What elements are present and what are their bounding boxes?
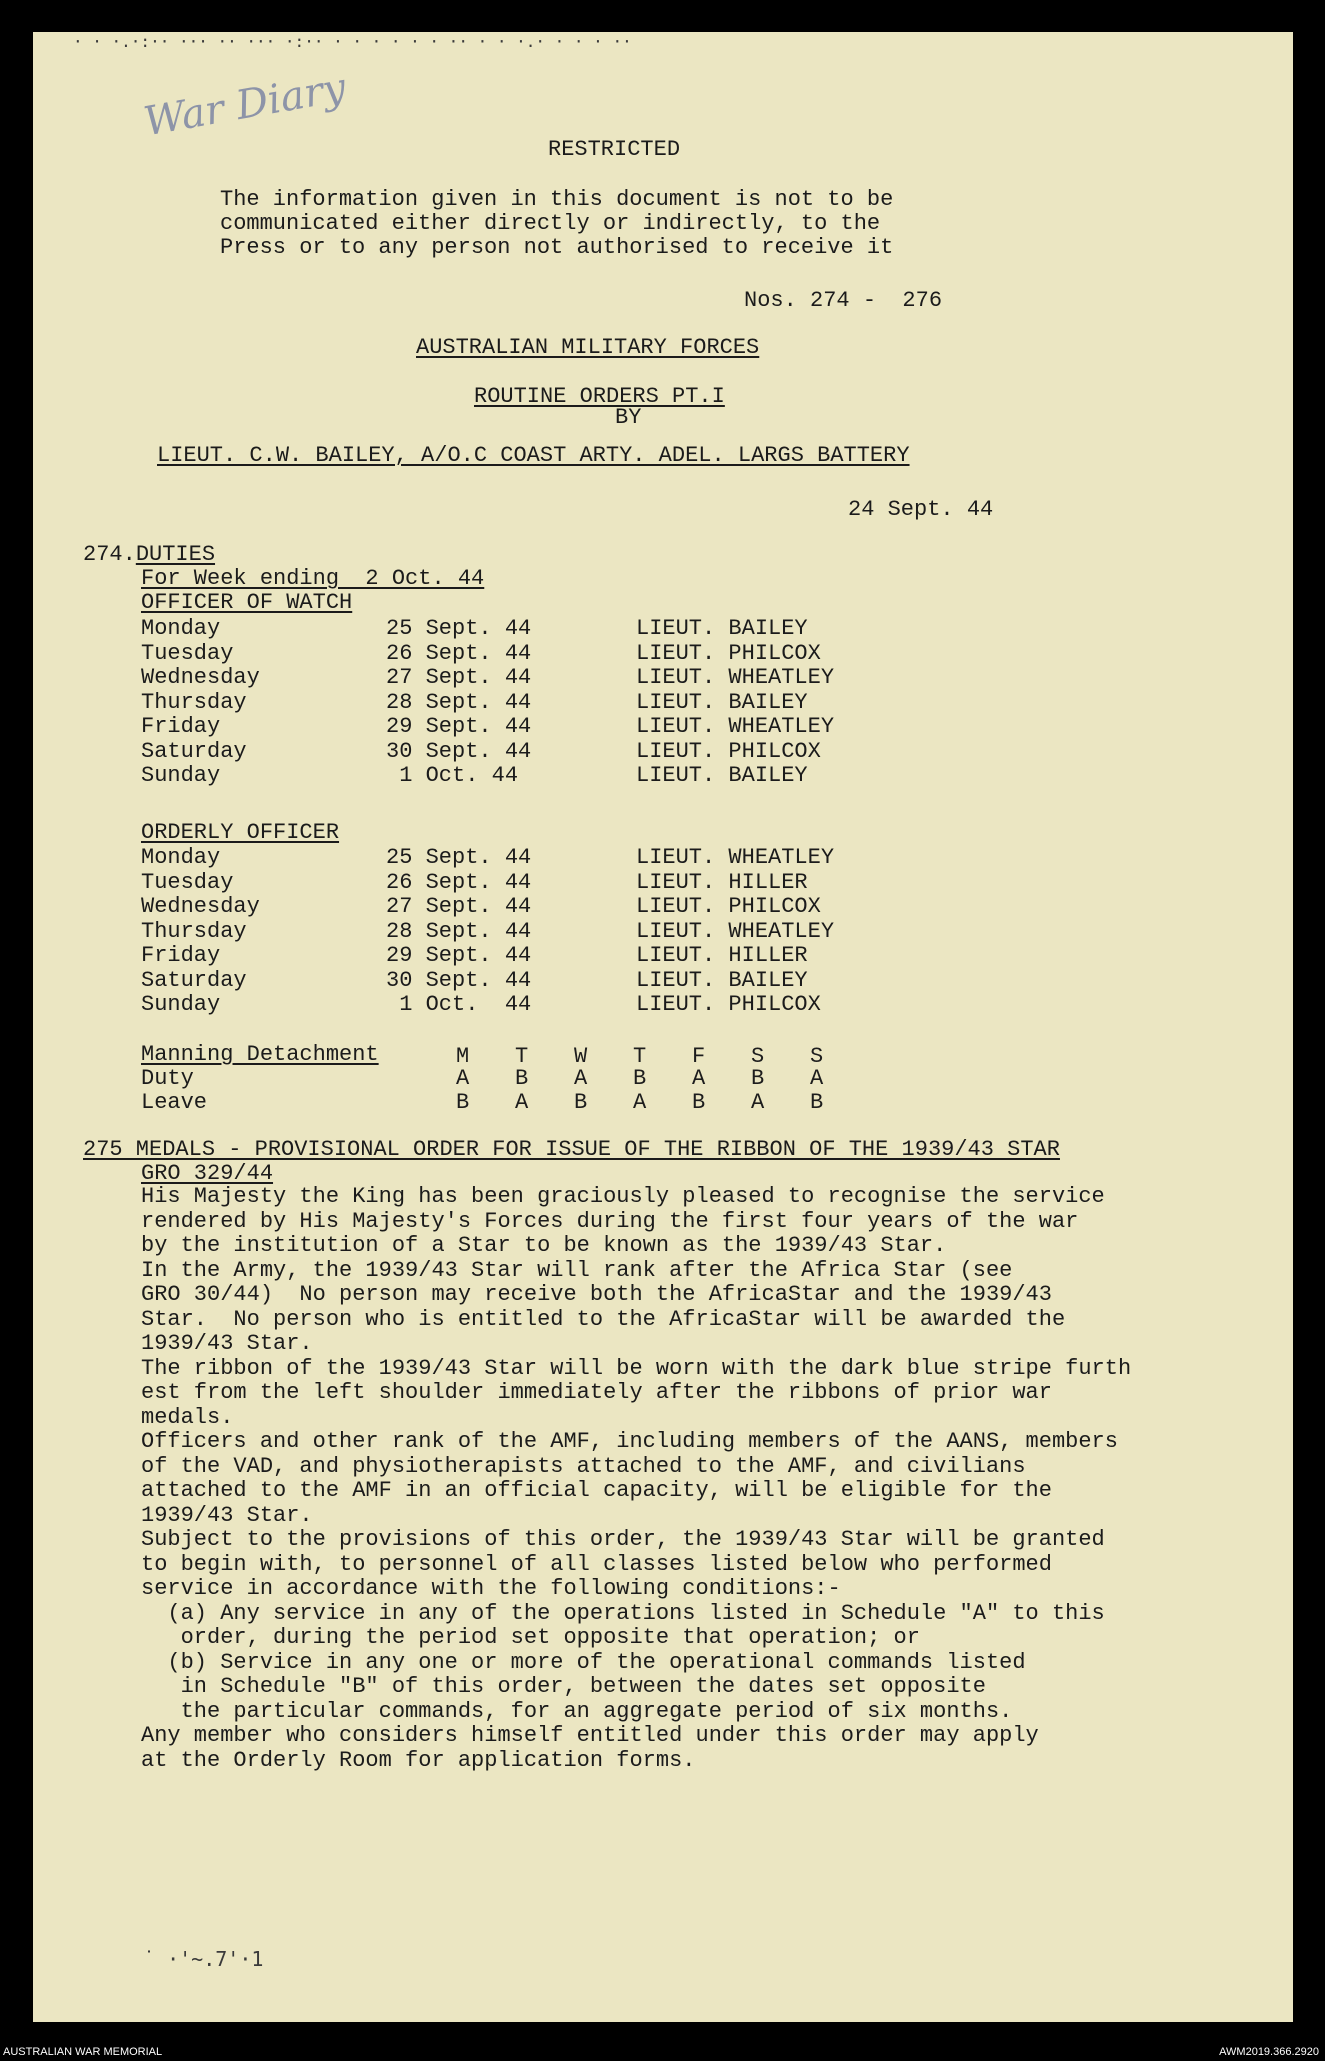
order-numbers: Nos. 274 - 276 (744, 288, 943, 313)
orderly-row-officer: LIEUT. BAILEY (636, 967, 808, 993)
medals-line: the particular commands, for an aggregate period of six months. (141, 1698, 1013, 1724)
medals-line: Officers and other rank of the AMF, including members of the AANS, members (141, 1429, 1118, 1454)
manning-leave-cell: A (751, 1090, 765, 1115)
watch-row-date: 28 Sept. 44 (386, 689, 532, 715)
medals-line: attached to the AMF in an official capacity, will be eligible for the (141, 1478, 1052, 1503)
orderly-row-date: 1 Oct. 44 (386, 992, 532, 1017)
medals-line: order, during the period set opposite that operation; or (141, 1625, 920, 1650)
medals-line: 1939/43 Star. (141, 1502, 313, 1528)
medals-line: to begin with, to personnel of all classes listed below who performed (141, 1551, 1052, 1577)
watch-row-day: Thursday (141, 689, 247, 715)
medals-line: at the Orderly Room for application forms. (141, 1747, 696, 1773)
orderly-row-day: Wednesday (141, 894, 260, 919)
orderly-officer-heading: ORDERLY OFFICER (141, 820, 340, 845)
warning-line-1: The information given in this document is not to be (220, 187, 894, 212)
orderly-row-date: 28 Sept. 44 (386, 918, 532, 944)
medals-line: In the Army, the 1939/43 Star will rank after the Africa Star (see (141, 1257, 1013, 1283)
warning-line-2: communicated either directly or indirectly, to the (220, 211, 881, 236)
orderly-row-day: Friday (141, 943, 221, 968)
manning-day: T (633, 1044, 647, 1069)
manning-duty-cell: A (574, 1066, 588, 1091)
orderly-row-day: Sunday (141, 992, 221, 1017)
medals-line: (b) Service in any one or more of the operational commands listed (141, 1649, 1026, 1675)
medals-line: medals. (141, 1404, 234, 1430)
manning-leave-cell: B (810, 1090, 824, 1115)
medals-line: GRO 30/44) No person may receive both the AfricaStar and the 1939/43 (141, 1282, 1052, 1307)
top-edge-marks: · · ·.·:·· ··· ·· ··· ·:·· · · · · · · ·· · · ·.· · · · ·· (73, 32, 632, 51)
watch-row-date: 29 Sept. 44 (386, 714, 532, 739)
orderly-row-officer: LIEUT. HILLER (636, 869, 808, 895)
manning-detachment-label: Manning Detachment (141, 1042, 379, 1067)
organisation-heading: AUSTRALIAN MILITARY FORCES (416, 335, 760, 360)
orderly-row-day: Saturday (141, 967, 247, 993)
watch-row-date: 25 Sept. 44 (386, 616, 532, 641)
footer-archive-name: AUSTRALIAN WAR MEMORIAL (3, 2046, 163, 2058)
medals-line: in Schedule "B" of this order, between the dates set opposite (141, 1674, 986, 1699)
manning-day: F (692, 1044, 706, 1069)
watch-row-date: 1 Oct. 44 (386, 763, 519, 788)
watch-row-officer: LIEUT. PHILCOX (636, 640, 821, 666)
watch-row-day: Friday (141, 714, 221, 739)
watch-row-day: Sunday (141, 763, 221, 788)
orderly-row-officer: LIEUT. PHILCOX (636, 894, 821, 919)
medals-line: 1939/43 Star. (141, 1331, 313, 1356)
medals-line: by the institution of a Star to be known as the 1939/43 Star. (141, 1233, 947, 1258)
manning-duty-cell: A (692, 1066, 706, 1091)
orderly-row-officer: LIEUT. WHEATLEY (636, 845, 835, 870)
manning-duty-cell: B (515, 1066, 529, 1091)
manning-day: M (456, 1044, 470, 1069)
medals-line: service in accordance with the following conditions:- (141, 1576, 841, 1601)
watch-row-officer: LIEUT. BAILEY (636, 616, 808, 641)
orderly-row-officer: LIEUT. WHEATLEY (636, 918, 835, 944)
issuing-officer: LIEUT. C.W. BAILEY, A/O.C COAST ARTY. ADEL. LARGS BATTERY (157, 443, 910, 468)
watch-row-day: Monday (141, 616, 221, 641)
watch-row-date: 30 Sept. 44 (386, 738, 532, 764)
watch-row-officer: LIEUT. WHEATLEY (636, 714, 835, 739)
orderly-row-day: Thursday (141, 918, 247, 944)
medals-line: (a) Any service in any of the operations listed in Schedule "A" to this (141, 1600, 1105, 1626)
orderly-row-date: 30 Sept. 44 (386, 967, 532, 993)
orderly-row-officer: LIEUT. PHILCOX (636, 992, 821, 1017)
routine-orders-heading: ROUTINE ORDERS PT.I (474, 384, 725, 409)
orderly-row-day: Tuesday (141, 869, 234, 895)
orderly-row-date: 27 Sept. 44 (386, 894, 532, 919)
document-page (33, 32, 1293, 2022)
medals-line: Star. No person who is entitled to the AfricaStar will be awarded the (141, 1306, 1066, 1332)
orderly-row-officer: LIEUT. HILLER (636, 943, 808, 968)
watch-row-date: 26 Sept. 44 (386, 640, 532, 666)
watch-row-officer: LIEUT. BAILEY (636, 763, 808, 788)
week-ending: For Week ending 2 Oct. 44 (141, 566, 485, 591)
watch-row-day: Saturday (141, 738, 247, 764)
footer-reference-number: AWM2019.366.2920 (1219, 2046, 1319, 2058)
manning-leave-cell: A (515, 1090, 529, 1115)
medals-line: The ribbon of the 1939/43 Star will be worn with the dark blue stripe furth (141, 1355, 1132, 1381)
manning-duty-cell: A (810, 1066, 824, 1091)
orderly-row-date: 26 Sept. 44 (386, 869, 532, 895)
duties-heading: 274.DUTIES (83, 542, 216, 567)
watch-row-day: Wednesday (141, 665, 260, 690)
by-label: BY (615, 405, 642, 430)
manning-leave-cell: B (692, 1090, 706, 1115)
manning-day: W (574, 1044, 588, 1069)
medals-line: rendered by His Majesty's Forces during the first four years of the war (141, 1208, 1079, 1234)
watch-row-date: 27 Sept. 44 (386, 665, 532, 690)
manning-leave-cell: B (574, 1090, 588, 1115)
medals-heading: 275 MEDALS - PROVISIONAL ORDER FOR ISSUE OF THE RIBBON OF THE 1939/43 STAR (83, 1137, 1060, 1162)
classification-label: RESTRICTED (548, 137, 681, 162)
orderly-row-date: 29 Sept. 44 (386, 943, 532, 968)
medals-line: of the VAD, and physiotherapists attached to the AMF, and civilians (141, 1453, 1026, 1479)
medals-line: Subject to the provisions of this order, the 1939/43 Star will be granted (141, 1527, 1105, 1552)
watch-row-day: Tuesday (141, 640, 234, 666)
order-date: 24 Sept. 44 (848, 497, 994, 522)
orderly-row-date: 25 Sept. 44 (386, 845, 532, 870)
manning-leave-cell: A (633, 1090, 647, 1115)
manning-duty-cell: B (633, 1066, 647, 1091)
medals-line: est from the left shoulder immediately after the ribbons of prior war (141, 1380, 1052, 1405)
manning-day: S (810, 1044, 824, 1069)
watch-row-officer: LIEUT. WHEATLEY (636, 665, 835, 690)
duty-label: Duty (141, 1066, 194, 1091)
orderly-row-day: Monday (141, 845, 221, 870)
watch-row-officer: LIEUT. BAILEY (636, 689, 808, 715)
watch-row-officer: LIEUT. PHILCOX (636, 738, 821, 764)
manning-day: S (751, 1044, 765, 1069)
manning-day: T (515, 1044, 529, 1069)
officer-of-watch-heading: OFFICER OF WATCH (141, 590, 353, 615)
manning-duty-cell: A (456, 1066, 470, 1091)
manning-duty-cell: B (751, 1066, 765, 1091)
warning-line-3: Press or to any person not authorised to receive it (220, 235, 894, 260)
manning-leave-cell: B (456, 1090, 470, 1115)
gro-reference: GRO 329/44 (141, 1161, 274, 1186)
leave-label: Leave (141, 1090, 208, 1115)
medals-line: Any member who considers himself entitled under this order may apply (141, 1723, 1039, 1748)
handwritten-annotation: War Diary (140, 64, 350, 146)
medals-line: His Majesty the King has been graciously pleased to recognise the service (141, 1184, 1105, 1209)
bottom-marks: ˙ ·'~.7'·1 (143, 1947, 264, 1971)
